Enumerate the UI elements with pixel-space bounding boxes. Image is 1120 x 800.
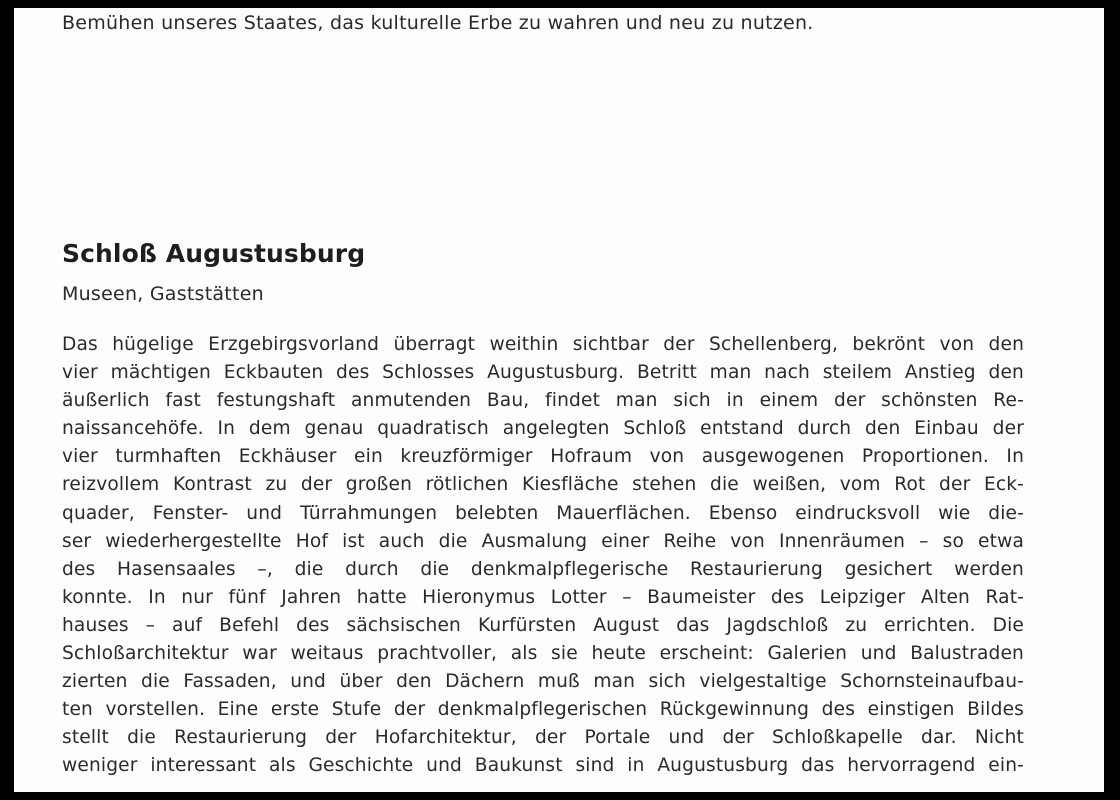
paragraph-line: stellt die Restaurierung der Hofarchitektur, der Portale und der Schloßkapelle dar. Nicht (62, 727, 1024, 749)
scan-edge (14, 0, 1104, 8)
paragraph-line: naissancehöfe. In dem genau quadratisch angelegten Schloß entstand durch den Einbau der (62, 418, 1024, 440)
paragraph-line: Schloßarchitektur war weitaus prachtvoller, als sie heute erscheint: Galerien und Balustraden (62, 643, 1024, 665)
paragraph-line: Das hügelige Erzgebirgsvorland überragt weithin sichtbar der Schellenberg, bekrönt von den (62, 334, 1024, 355)
intro-text-line: Bemühen unseres Staates, das kulturelle Erbe zu wahren und neu zu nutzen. (62, 12, 814, 34)
paragraph-line: weniger interessant als Geschichte und Baukunst sind in Augustusburg das hervorragend ein- (62, 755, 1024, 777)
paragraph-line: reizvollem Kontrast zu der großen rötlichen Kiesfläche stehen die weißen, vom Rot der Eck- (62, 474, 1024, 496)
paragraph-line: äußerlich fast festungshaft anmutenden Bau, findet man sich in einem der schönsten Re- (62, 390, 1024, 412)
paragraph-line: ser wiederhergestellte Hof ist auch die Ausmalung einer Reihe von Innenräumen – so etwa (62, 530, 1024, 552)
paragraph-line: hauses – auf Befehl des sächsischen Kurfürsten August das Jagdschloß zu errichten. Die (62, 614, 1024, 636)
section-subtitle: Museen, Gaststätten (62, 283, 264, 305)
body-paragraph (62, 331, 1024, 781)
paragraph-line: konnte. In nur fünf Jahren hatte Hieronymus Lotter – Baumeister des Leipziger Alten Rat- (62, 586, 1024, 608)
paragraph-line: ten vorstellen. Eine erste Stufe der denkmalpflegerischen Rückgewinnung des einstigen Bildes (62, 699, 1024, 721)
paragraph-line: vier mächtigen Eckbauten des Schlosses Augustusburg. Betritt man nach steilem Anstieg den (62, 362, 1024, 384)
section-title: Schloß Augustusburg (62, 239, 366, 268)
paragraph-line: zierten die Fassaden, und über den Dächern muß man sich vielgestaltige Schornsteinaufbau- (62, 671, 1024, 693)
document-page (14, 8, 1104, 792)
paragraph-line: vier turmhaften Eckhäuser ein kreuzförmiger Hofraum von ausgewogenen Proportionen. In (62, 446, 1024, 468)
paragraph-line: des Hasensaales –, die durch die denkmalpflegerische Restaurierung gesichert werden (62, 558, 1024, 580)
paragraph-line: quader, Fenster- und Türrahmungen belebten Mauerflächen. Ebenso eindrucksvoll wie die- (62, 502, 1024, 524)
